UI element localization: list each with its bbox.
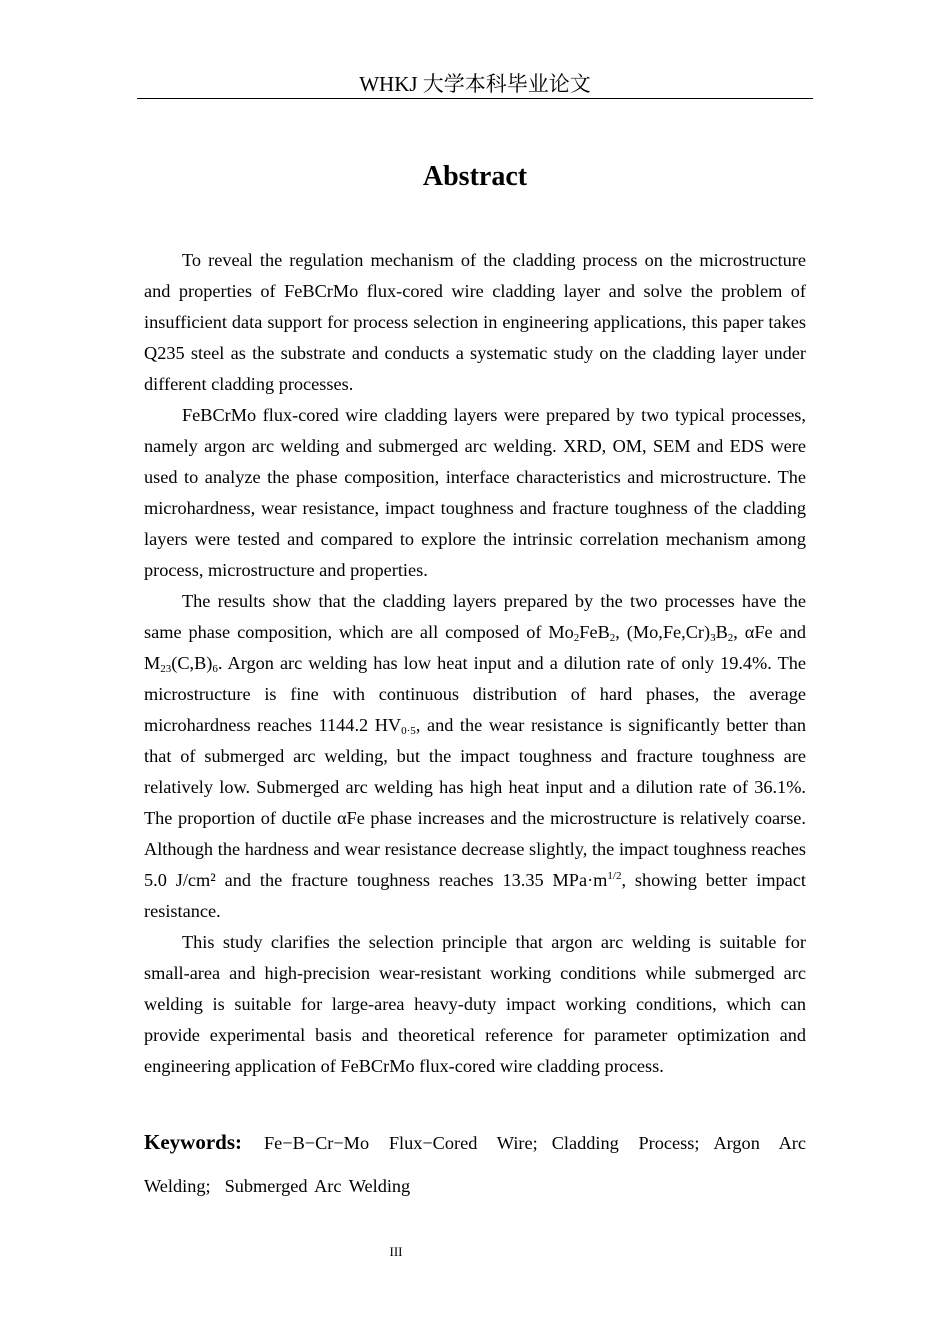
keyword-1: Fe−B−Cr−Mo Flux−Cored Wire [264, 1133, 533, 1153]
formula-cb-sub: 6 [212, 663, 218, 675]
page-number: III [389, 1244, 403, 1259]
formula-m: M [144, 653, 161, 673]
formula-feb-sub: 2 [609, 632, 616, 644]
keyword-separator: ; [532, 1133, 538, 1153]
header-rule [137, 98, 813, 99]
formula-mofecr-sub: 3 [710, 632, 716, 644]
formula-feb: FeB [579, 622, 610, 642]
p3-sep-2: , αFe and [733, 622, 807, 642]
paragraph-4: This study clarifies the selection principle that argon arc welding is suitable for small-area and high-precision wear-resistant working conditions while submerged arc welding is suitable for large-area heavy-duty impact working conditions, which can provide experimental basis and theoretical reference for parameter optimization and engineering application of FeBCrMo flux-cored wire cladding process. [144, 932, 806, 1076]
keyword-3: Argon Arc Welding [144, 1133, 806, 1196]
fracture-sup: 1/2 [607, 870, 622, 882]
hv-sub: 0·5 [401, 725, 416, 737]
p3-text-2: . Argon arc welding has low heat input and a dilution rate of only 19.4%. The microstructure is fine with continuous distribution of hard phases, the average microhardness reaches 1144.2 HV [144, 653, 806, 735]
formula-mofecr: (Mo,Fe,Cr) [626, 622, 711, 642]
paragraph-3 [144, 586, 806, 927]
formula-b: B [715, 622, 728, 642]
keyword-separator: ; [205, 1176, 211, 1196]
formula-cb: (C,B) [171, 653, 213, 673]
keywords-section [144, 1121, 806, 1208]
keyword-separator: ; [694, 1133, 700, 1153]
p3-text-4: , showing better impact resistance. [144, 870, 806, 921]
paragraph-1: To reveal the regulation mechanism of the cladding process on the microstructure and properties of FeBCrMo flux-cored wire cladding layer and solve the problem of insufficient data support for process selection in engineering applications, this paper takes Q235 steel as the substrate and conducts a systematic study on the cladding layer under different cladding processes. [144, 250, 806, 394]
formula-mo: Mo [548, 622, 574, 642]
keywords-label: Keywords: [144, 1130, 242, 1154]
formula-m-sub: 23 [160, 663, 172, 675]
keyword-2: Cladding Process [551, 1133, 695, 1153]
abstract-title: Abstract [422, 161, 528, 192]
running-header: WHKJ 大学本科毕业论文 [359, 72, 591, 96]
formula-b-sub: 2 [727, 632, 734, 644]
p3-sep-1: , [615, 622, 627, 642]
p3-text-1: The results show that the cladding layers prepared by the two processes have the same phase composition, which are all composed of [144, 591, 806, 642]
paragraph-2: FeBCrMo flux-cored wire cladding layers were prepared by two typical processes, namely argon arc welding and submerged arc welding. XRD, OM, SEM and EDS were used to analyze the phase composition, interface characteristics and microstructure. The microhardness, wear resistance, impact toughness and fracture toughness of the cladding layers were tested and compared to explore the intrinsic correlation mechanism among process, microstructure and properties. [144, 405, 806, 580]
keyword-4: Submerged Arc Welding [224, 1176, 411, 1196]
formula-mo-sub: 2 [573, 632, 580, 644]
abstract-body [144, 245, 806, 1082]
p3-text-3: , and the wear resistance is significantly better than that of submerged arc welding, but the impact toughness and fracture toughness are relatively low. Submerged arc welding has high heat input and a dilution rate of 36.1%. The proportion of ductile αFe phase increases and the microstructure is relatively coarse. Although the hardness and wear resistance decrease slightly, the impact toughness reaches 5.0 J/cm² and the fracture toughness reaches 13.35 MPa·m [144, 715, 806, 890]
